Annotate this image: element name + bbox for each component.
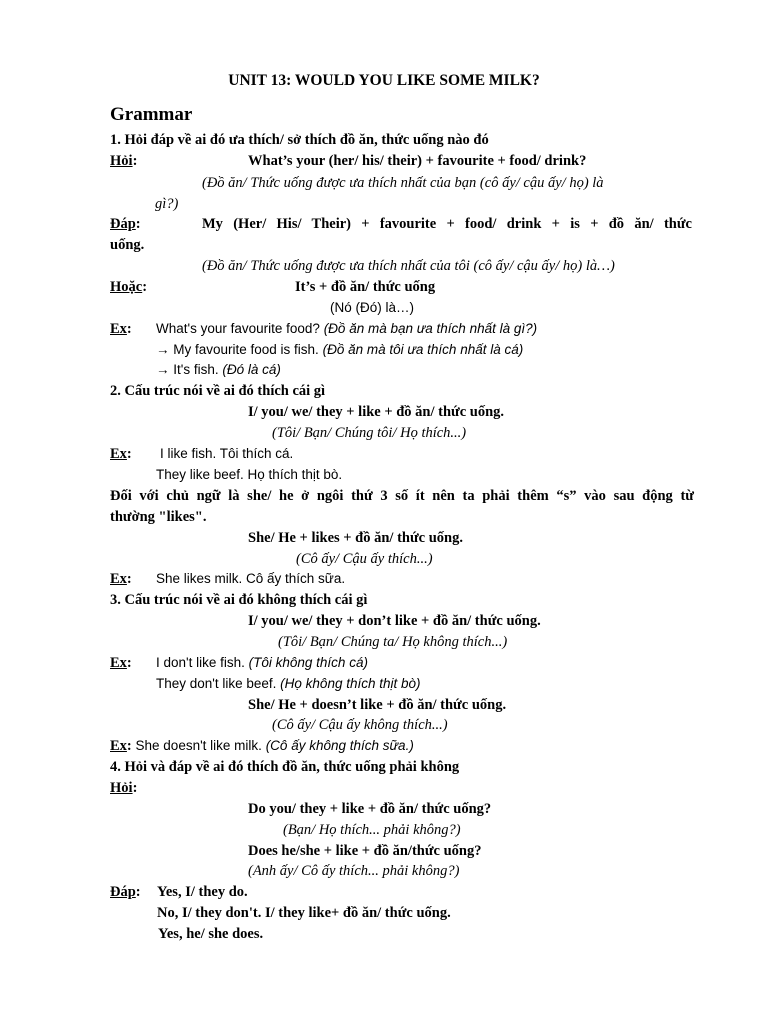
example-1-1: What's your favourite food? (Đồ ăn mà bạn ưa thích nhất là gì?): [156, 321, 538, 336]
example-2-1: I like fish. Tôi thích cá.: [160, 446, 294, 461]
likes-translation: (Cô ấy/ Cậu ấy thích...): [296, 551, 433, 567]
do-question-formula: Do you/ they + like + đồ ăn/ thức uống?: [248, 801, 492, 817]
example-3-1: I don't like fish. (Tôi không thích cá): [156, 655, 368, 670]
ex-label-2: Ex:: [110, 446, 132, 462]
hoi-label-2: Hỏi:: [110, 780, 138, 796]
dont-like-formula: I/ you/ we/ they + don’t like + đồ ăn/ thức uống.: [248, 613, 541, 629]
section-1-heading: 1. Hỏi đáp về ai đó ưa thích/ sở thích đồ ăn, thức uống nào đó: [110, 132, 489, 148]
grammar-heading: Grammar: [110, 104, 193, 125]
third-person-note-line-1: Đối với chủ ngữ là she/ he ở ngôi thứ 3 số ít nên ta phải thêm “s” vào sau động từ: [110, 488, 694, 504]
example-1-3: → It's fish. (Đó là cá): [156, 362, 281, 377]
section-4-heading: 4. Hỏi và đáp về ai đó thích đồ ăn, thức uống phải không: [110, 759, 460, 775]
dap-label-1: Đáp:: [110, 216, 141, 232]
dap-label-2: Đáp:: [110, 884, 141, 900]
do-question-translation: (Bạn/ Họ thích... phải không?): [283, 822, 461, 838]
does-question-translation: (Anh ấy/ Cô ấy thích... phải không?): [248, 863, 460, 879]
question-formula: What’s your (her/ his/ their) + favourite + food/ drink?: [248, 153, 587, 169]
question-translation-line-1: (Đồ ăn/ Thức uống được ưa thích nhất của bạn (cô ấy/ cậu ấy/ họ) là: [202, 175, 604, 191]
ex-label-4: Ex:: [110, 655, 132, 671]
like-translation: (Tôi/ Bạn/ Chúng tôi/ Họ thích...): [272, 425, 467, 441]
like-formula: I/ you/ we/ they + like + đồ ăn/ thức uống.: [248, 404, 505, 420]
example-3-2: They don't like beef. (Họ không thích thịt bò): [156, 676, 421, 691]
doesnt-like-formula: She/ He + doesn’t like + đồ ăn/ thức uống.: [248, 697, 507, 713]
example-3-3: Ex: She doesn't like milk. (Cô ấy không thích sữa.): [110, 738, 414, 754]
answer-yes-do: Yes, I/ they do.: [157, 884, 248, 900]
answer-no-dont: No, I/ they don't. I/ they like+ đồ ăn/ thức uống.: [157, 905, 451, 921]
answer-yes-does: Yes, he/ she does.: [158, 926, 264, 942]
example-1-2: → My favourite food is fish. (Đồ ăn mà tôi ưa thích nhất là cá): [156, 342, 524, 357]
answer-formula-line-2: uống.: [110, 237, 145, 253]
likes-formula: She/ He + likes + đồ ăn/ thức uống.: [248, 530, 463, 546]
section-3-heading: 3. Cấu trúc nói về ai đó không thích cái gì: [110, 592, 368, 608]
answer-formula-line-1: My (Her/ His/ Their) + favourite + food/ drink + is + đồ ăn/ thức: [202, 216, 692, 232]
ex-label-3: Ex:: [110, 571, 132, 587]
example-2-2: They like beef. Họ thích thịt bò.: [156, 467, 343, 482]
hoac-label: Hoặc:: [110, 279, 148, 295]
section-2-heading: 2. Cấu trúc nói về ai đó thích cái gì: [110, 383, 326, 399]
example-2-3: She likes milk. Cô ấy thích sữa.: [156, 571, 346, 586]
ex-label-1: Ex:: [110, 321, 132, 337]
alt-answer-translation: (Nó (Đó) là…): [330, 300, 415, 315]
answer-translation: (Đồ ăn/ Thức uống được ưa thích nhất của tôi (cô ấy/ cậu ấy/ họ) là…): [202, 258, 615, 274]
dont-like-translation: (Tôi/ Bạn/ Chúng ta/ Họ không thích...): [278, 634, 508, 650]
question-translation-line-2: gì?): [155, 196, 179, 212]
does-question-formula: Does he/she + like + đồ ăn/thức uống?: [248, 843, 482, 859]
page-title: UNIT 13: WOULD YOU LIKE SOME MILK?: [228, 72, 540, 89]
hoi-label-1: Hỏi:: [110, 153, 138, 169]
doesnt-like-translation: (Cô ấy/ Cậu ấy không thích...): [272, 717, 448, 733]
third-person-note-line-2: thường "likes".: [110, 509, 207, 525]
alt-answer-formula: It’s + đồ ăn/ thức uống: [295, 279, 436, 295]
